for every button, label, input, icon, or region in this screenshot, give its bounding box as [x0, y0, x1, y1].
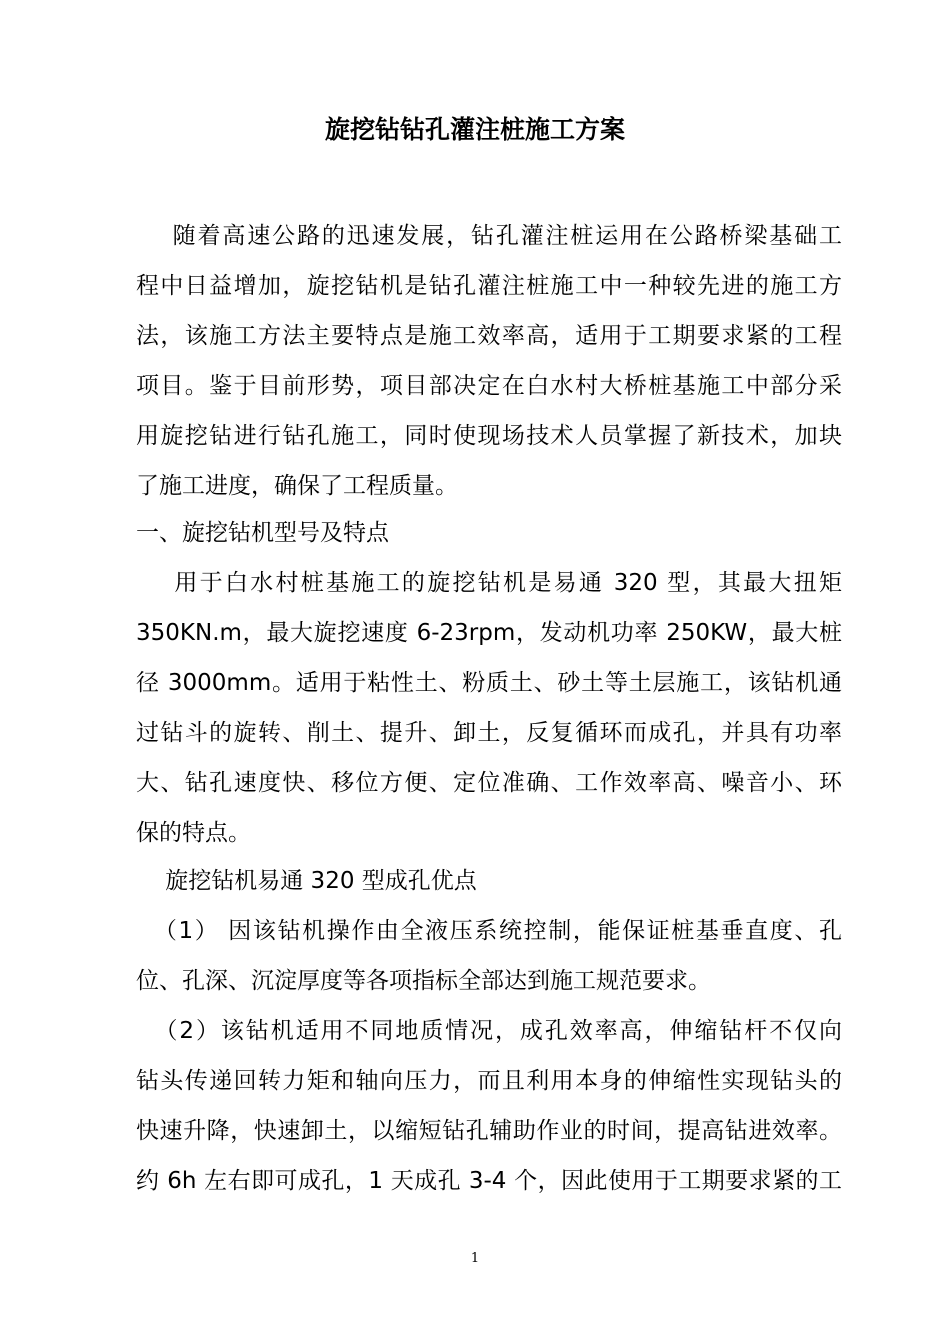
- paragraph-line: 法，该施工方法主要特点是施工效率高，适用于工期要求紧的工程: [136, 323, 842, 349]
- paragraph-line: 了施工进度，确保了工程质量。: [136, 473, 458, 499]
- document-title: 旋挖钻钻孔灌注桩施工方案: [324, 115, 625, 144]
- page-number: 1: [470, 1251, 480, 1266]
- paragraph-line: 大、钻孔速度快、移位方便、定位准确、工作效率高、噪音小、环: [136, 770, 842, 796]
- paragraph-line: 用旋挖钻进行钻孔施工，同时使现场技术人员掌握了新技术，加块: [136, 423, 842, 449]
- paragraph-line: 径 3000mm。适用于粘性土、粉质土、砂土等土层施工，该钻机通: [136, 670, 842, 696]
- paragraph-line: 过钻斗的旋转、削土、提升、卸土，反复循环而成孔，并具有功率: [136, 720, 842, 746]
- paragraph-line: 程中日益增加，旋挖钻机是钻孔灌注桩施工中一种较先进的施工方: [136, 273, 842, 299]
- list-item-line: （2）该钻机适用不同地质情况，成孔效率高，伸缩钻杆不仅向: [136, 1018, 842, 1044]
- paragraph-line: 350KN.m，最大旋挖速度 6-23rpm，发动机功率 250KW，最大桩: [136, 620, 842, 646]
- paragraph-line: 约 6h 左右即可成孔，1 天成孔 3-4 个，因此使用于工期要求紧的工: [136, 1168, 842, 1194]
- list-item-line: 位、孔深、沉淀厚度等各项指标全部达到施工规范要求。: [136, 968, 711, 994]
- paragraph-line: 钻头传递回转力矩和轴向压力，而且利用本身的伸缩性实现钻头的: [136, 1068, 842, 1094]
- list-item-line: （1） 因该钻机操作由全液压系统控制，能保证桩基垂直度、孔: [136, 918, 842, 944]
- paragraph-line: 快速升降，快速卸土，以缩短钻孔辅助作业的时间，提高钻进效率。: [136, 1118, 842, 1144]
- paragraph-line: 保的特点。: [136, 820, 251, 846]
- paragraph-line: 随着高速公路的迅速发展，钻孔灌注桩运用在公路桥梁基础工: [136, 223, 842, 249]
- paragraph-line: 用于白水村桩基施工的旋挖钻机是易通 320 型，其最大扭矩: [136, 570, 842, 596]
- paragraph-line: 项目。鉴于目前形势，项目部决定在白水村大桥桩基施工中部分采: [136, 373, 842, 399]
- subheading-line: 旋挖钻机易通 320 型成孔优点: [136, 868, 477, 894]
- section-heading: 一、旋挖钻机型号及特点: [136, 520, 389, 546]
